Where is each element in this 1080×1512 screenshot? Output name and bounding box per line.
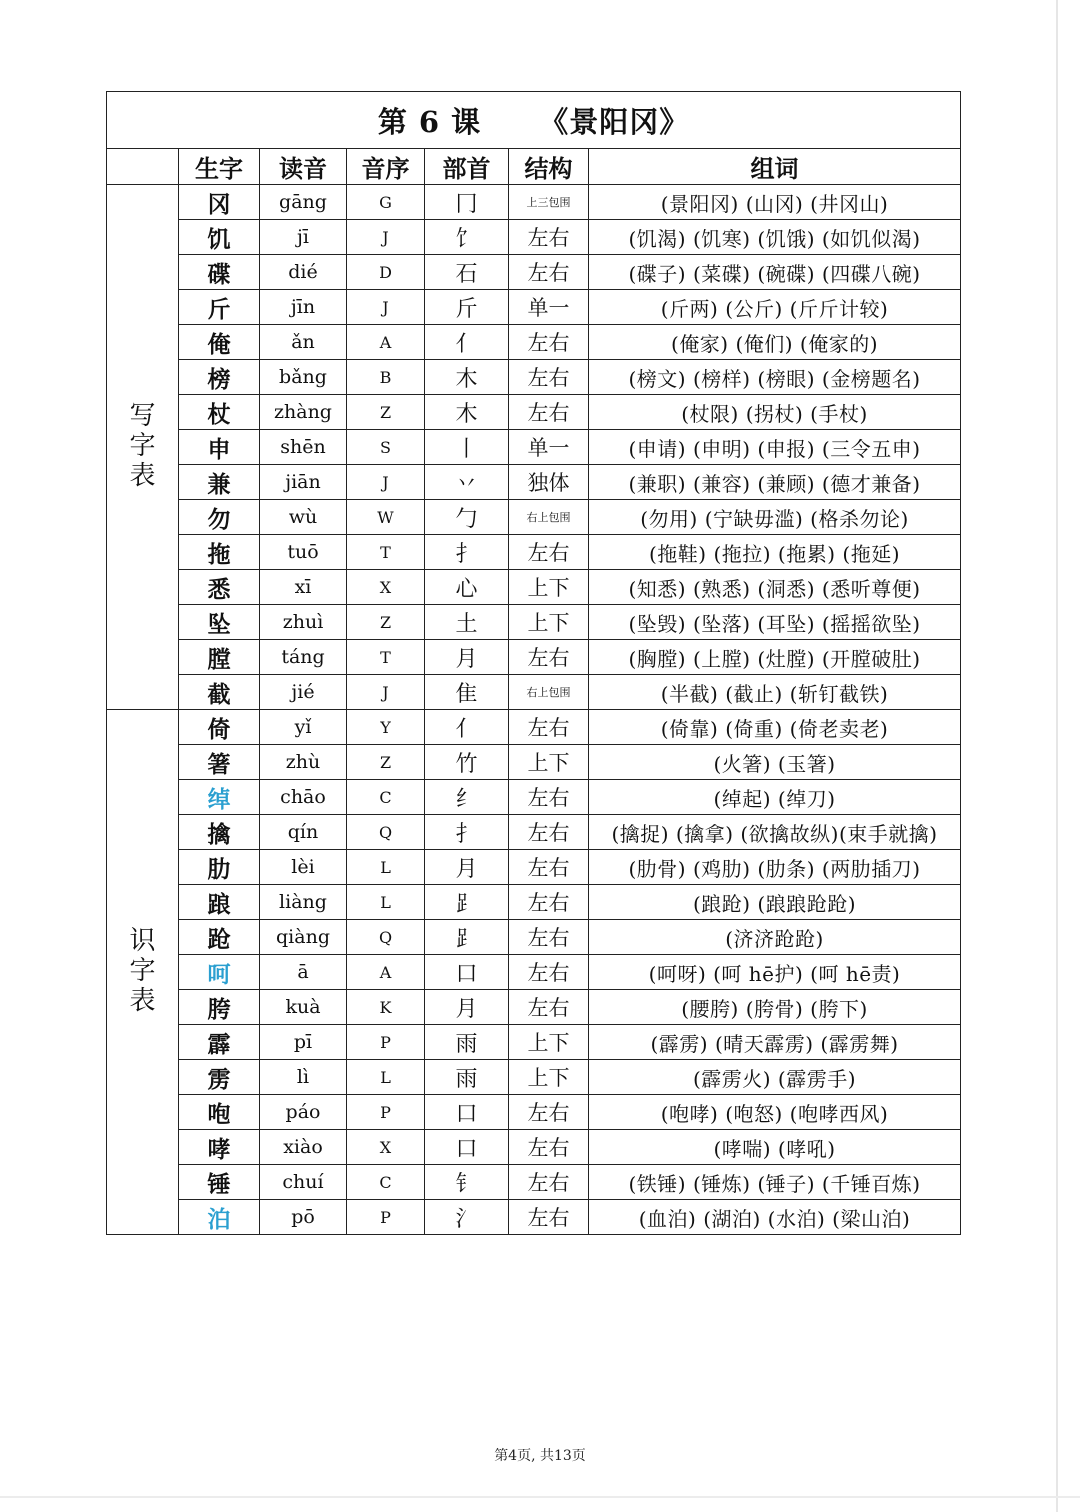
structure-cell: 上下 bbox=[509, 605, 589, 640]
words-cell: (血泊) (湖泊) (水泊) (梁山泊) bbox=[589, 1200, 961, 1235]
order-cell: T bbox=[347, 640, 425, 675]
structure-cell: 上下 bbox=[509, 1025, 589, 1060]
words-cell: (拖鞋) (拖拉) (拖累) (拖延) bbox=[589, 535, 961, 570]
radical-cell: 丨 bbox=[425, 430, 509, 465]
words-cell: (半截) (截止) (斩钉截铁) bbox=[589, 675, 961, 710]
structure-cell: 左右 bbox=[509, 220, 589, 255]
radical-cell: 口 bbox=[425, 955, 509, 990]
table-row bbox=[107, 325, 961, 360]
order-cell: J bbox=[347, 465, 425, 500]
char-cell: 勿 bbox=[179, 500, 260, 535]
structure-cell: 左右 bbox=[509, 885, 589, 920]
words-cell: (碟子) (菜碟) (碗碟) (四碟八碗) bbox=[589, 255, 961, 290]
structure-cell: 左右 bbox=[509, 325, 589, 360]
words-cell: (景阳冈) (山冈) (井冈山) bbox=[589, 185, 961, 220]
structure-cell: 左右 bbox=[509, 1095, 589, 1130]
table-row bbox=[107, 185, 961, 220]
words-cell: (咆哮) (咆怒) (咆哮西风) bbox=[589, 1095, 961, 1130]
pinyin-cell: táng bbox=[260, 640, 347, 675]
structure-cell: 左右 bbox=[509, 1130, 589, 1165]
order-cell: S bbox=[347, 430, 425, 465]
order-cell: Z bbox=[347, 605, 425, 640]
table-row bbox=[107, 1060, 961, 1095]
char-cell: 俺 bbox=[179, 325, 260, 360]
radical-cell: 纟 bbox=[425, 780, 509, 815]
pinyin-cell: jiān bbox=[260, 465, 347, 500]
order-cell: P bbox=[347, 1025, 425, 1060]
char-cell: 呵 bbox=[179, 955, 260, 990]
char-cell: 锤 bbox=[179, 1165, 260, 1200]
header-radical: 部首 bbox=[425, 149, 509, 185]
char-cell: 泊 bbox=[179, 1200, 260, 1235]
group-label bbox=[107, 185, 179, 710]
pinyin-cell: ǎn bbox=[260, 325, 347, 360]
radical-cell: 土 bbox=[425, 605, 509, 640]
radical-cell: 口 bbox=[425, 1095, 509, 1130]
structure-cell: 右上包围 bbox=[509, 500, 589, 535]
pinyin-cell: zhù bbox=[260, 745, 347, 780]
pinyin-cell: qín bbox=[260, 815, 347, 850]
table-row bbox=[107, 500, 961, 535]
pinyin-cell: lèi bbox=[260, 850, 347, 885]
structure-cell: 左右 bbox=[509, 850, 589, 885]
radical-cell: 勹 bbox=[425, 500, 509, 535]
words-cell: (榜文) (榜样) (榜眼) (金榜题名) bbox=[589, 360, 961, 395]
header-row bbox=[107, 149, 961, 185]
table-row bbox=[107, 780, 961, 815]
radical-cell: 亻 bbox=[425, 325, 509, 360]
radical-cell: 氵 bbox=[425, 1200, 509, 1235]
table-row bbox=[107, 1200, 961, 1235]
pinyin-cell: liàng bbox=[260, 885, 347, 920]
table-row bbox=[107, 885, 961, 920]
order-cell: L bbox=[347, 885, 425, 920]
words-cell: (斤两) (公斤) (斤斤计较) bbox=[589, 290, 961, 325]
radical-cell: 月 bbox=[425, 850, 509, 885]
radical-cell: 丷 bbox=[425, 465, 509, 500]
header-words: 组词 bbox=[589, 149, 961, 185]
table-row bbox=[107, 1130, 961, 1165]
structure-cell: 上下 bbox=[509, 745, 589, 780]
structure-cell: 左右 bbox=[509, 535, 589, 570]
order-cell: B bbox=[347, 360, 425, 395]
table-row bbox=[107, 220, 961, 255]
table-row bbox=[107, 570, 961, 605]
radical-cell: 雨 bbox=[425, 1060, 509, 1095]
char-cell: 霹 bbox=[179, 1025, 260, 1060]
words-cell: (火箸) (玉箸) bbox=[589, 745, 961, 780]
table-row bbox=[107, 675, 961, 710]
structure-cell: 左右 bbox=[509, 955, 589, 990]
structure-cell: 单一 bbox=[509, 430, 589, 465]
radical-cell: 亻 bbox=[425, 710, 509, 745]
words-cell: (济济跄跄) bbox=[589, 920, 961, 955]
table-row bbox=[107, 465, 961, 500]
order-cell: X bbox=[347, 1130, 425, 1165]
radical-cell: 扌 bbox=[425, 535, 509, 570]
table-row bbox=[107, 535, 961, 570]
radical-cell: 月 bbox=[425, 990, 509, 1025]
pinyin-cell: ā bbox=[260, 955, 347, 990]
pinyin-cell: chāo bbox=[260, 780, 347, 815]
radical-cell: 月 bbox=[425, 640, 509, 675]
header-blank bbox=[107, 149, 179, 185]
pinyin-cell: lì bbox=[260, 1060, 347, 1095]
words-cell: (铁锤) (锤炼) (锤子) (千锤百炼) bbox=[589, 1165, 961, 1200]
order-cell: L bbox=[347, 1060, 425, 1095]
order-cell: G bbox=[347, 185, 425, 220]
order-cell: Y bbox=[347, 710, 425, 745]
pinyin-cell: jié bbox=[260, 675, 347, 710]
order-cell: A bbox=[347, 955, 425, 990]
pinyin-cell: gāng bbox=[260, 185, 347, 220]
char-cell: 跄 bbox=[179, 920, 260, 955]
header-order: 音序 bbox=[347, 149, 425, 185]
lesson-name: 《景阳冈》 bbox=[539, 104, 690, 139]
words-cell: (霹雳) (晴天霹雳) (霹雳舞) bbox=[589, 1025, 961, 1060]
words-cell: (勿用) (宁缺毋滥) (格杀勿论) bbox=[589, 500, 961, 535]
structure-cell: 左右 bbox=[509, 710, 589, 745]
char-cell: 榜 bbox=[179, 360, 260, 395]
group-label-char: 识 bbox=[129, 926, 156, 957]
table-row bbox=[107, 290, 961, 325]
char-cell: 兼 bbox=[179, 465, 260, 500]
table-row bbox=[107, 850, 961, 885]
group-label-char: 表 bbox=[129, 985, 156, 1016]
words-cell: (擒捉) (擒拿) (欲擒故纵)(束手就擒) bbox=[589, 815, 961, 850]
char-cell: 杖 bbox=[179, 395, 260, 430]
table-row bbox=[107, 395, 961, 430]
radical-cell: 石 bbox=[425, 255, 509, 290]
group-label-char: 写 bbox=[129, 401, 156, 432]
group-label bbox=[107, 710, 179, 1235]
words-cell: (俺家) (俺们) (俺家的) bbox=[589, 325, 961, 360]
page-edge-bottom bbox=[0, 1496, 1080, 1498]
radical-cell: 扌 bbox=[425, 815, 509, 850]
pinyin-cell: zhàng bbox=[260, 395, 347, 430]
char-cell: 坠 bbox=[179, 605, 260, 640]
pinyin-cell: kuà bbox=[260, 990, 347, 1025]
pinyin-cell: zhuì bbox=[260, 605, 347, 640]
header-char: 生字 bbox=[179, 149, 260, 185]
order-cell: T bbox=[347, 535, 425, 570]
char-cell: 哮 bbox=[179, 1130, 260, 1165]
words-cell: (绰起) (绰刀) bbox=[589, 780, 961, 815]
pinyin-cell: páo bbox=[260, 1095, 347, 1130]
words-cell: (倚靠) (倚重) (倚老卖老) bbox=[589, 710, 961, 745]
char-cell: 冈 bbox=[179, 185, 260, 220]
radical-cell: 钅 bbox=[425, 1165, 509, 1200]
radical-cell: 心 bbox=[425, 570, 509, 605]
group-label-char: 表 bbox=[129, 460, 156, 491]
structure-cell: 左右 bbox=[509, 640, 589, 675]
radical-cell: ⻊ bbox=[425, 920, 509, 955]
pinyin-cell: pī bbox=[260, 1025, 347, 1060]
words-cell: (坠毁) (坠落) (耳坠) (摇摇欲坠) bbox=[589, 605, 961, 640]
structure-cell: 右上包围 bbox=[509, 675, 589, 710]
pinyin-cell: bǎng bbox=[260, 360, 347, 395]
words-cell: (申请) (申明) (申报) (三令五申) bbox=[589, 430, 961, 465]
order-cell: A bbox=[347, 325, 425, 360]
words-cell: (霹雳火) (霹雳手) bbox=[589, 1060, 961, 1095]
radical-cell: 木 bbox=[425, 360, 509, 395]
radical-cell: 饣 bbox=[425, 220, 509, 255]
header-structure: 结构 bbox=[509, 149, 589, 185]
structure-cell: 上下 bbox=[509, 570, 589, 605]
lesson-number: 第 6 课 bbox=[377, 104, 482, 139]
radical-cell: 口 bbox=[425, 1130, 509, 1165]
structure-cell: 左右 bbox=[509, 360, 589, 395]
pinyin-cell: jīn bbox=[260, 290, 347, 325]
table-row bbox=[107, 360, 961, 395]
char-cell: 悉 bbox=[179, 570, 260, 605]
table-row bbox=[107, 920, 961, 955]
structure-cell: 左右 bbox=[509, 1200, 589, 1235]
pinyin-cell: dié bbox=[260, 255, 347, 290]
structure-cell: 左右 bbox=[509, 255, 589, 290]
char-cell: 拖 bbox=[179, 535, 260, 570]
structure-cell: 左右 bbox=[509, 395, 589, 430]
order-cell: J bbox=[347, 220, 425, 255]
group-label-char: 字 bbox=[129, 956, 156, 987]
order-cell: X bbox=[347, 570, 425, 605]
radical-cell: ⻊ bbox=[425, 885, 509, 920]
char-cell: 膛 bbox=[179, 640, 260, 675]
pinyin-cell: jī bbox=[260, 220, 347, 255]
table-row bbox=[107, 430, 961, 465]
table-row bbox=[107, 745, 961, 780]
radical-cell: 隹 bbox=[425, 675, 509, 710]
order-cell: J bbox=[347, 290, 425, 325]
vocabulary-table bbox=[106, 91, 961, 1235]
order-cell: C bbox=[347, 1165, 425, 1200]
pinyin-cell: wù bbox=[260, 500, 347, 535]
table-row bbox=[107, 255, 961, 290]
group-label-char: 字 bbox=[129, 431, 156, 462]
table-row bbox=[107, 955, 961, 990]
page-footer: 第4页, 共13页 bbox=[494, 1448, 586, 1464]
char-cell: 斤 bbox=[179, 290, 260, 325]
structure-cell: 上下 bbox=[509, 1060, 589, 1095]
pinyin-cell: chuí bbox=[260, 1165, 347, 1200]
char-cell: 碟 bbox=[179, 255, 260, 290]
char-cell: 胯 bbox=[179, 990, 260, 1025]
char-cell: 申 bbox=[179, 430, 260, 465]
char-cell: 截 bbox=[179, 675, 260, 710]
words-cell: (呵呀) (呵 hē护) (呵 hē责) bbox=[589, 955, 961, 990]
order-cell: C bbox=[347, 780, 425, 815]
words-cell: (哮喘) (哮吼) bbox=[589, 1130, 961, 1165]
radical-cell: 冂 bbox=[425, 185, 509, 220]
structure-cell: 单一 bbox=[509, 290, 589, 325]
header-pinyin: 读音 bbox=[260, 149, 347, 185]
radical-cell: 斤 bbox=[425, 290, 509, 325]
order-cell: P bbox=[347, 1200, 425, 1235]
order-cell: K bbox=[347, 990, 425, 1025]
table-row bbox=[107, 605, 961, 640]
radical-cell: 雨 bbox=[425, 1025, 509, 1060]
table-row bbox=[107, 990, 961, 1025]
structure-cell: 左右 bbox=[509, 815, 589, 850]
words-cell: (肋骨) (鸡肋) (肋条) (两肋插刀) bbox=[589, 850, 961, 885]
pinyin-cell: shēn bbox=[260, 430, 347, 465]
char-cell: 擒 bbox=[179, 815, 260, 850]
structure-cell: 独体 bbox=[509, 465, 589, 500]
words-cell: (踉跄) (踉踉跄跄) bbox=[589, 885, 961, 920]
table-row bbox=[107, 1095, 961, 1130]
title-row bbox=[107, 92, 961, 149]
words-cell: (腰胯) (胯骨) (胯下) bbox=[589, 990, 961, 1025]
structure-cell: 左右 bbox=[509, 780, 589, 815]
order-cell: W bbox=[347, 500, 425, 535]
order-cell: P bbox=[347, 1095, 425, 1130]
words-cell: (饥渴) (饥寒) (饥饿) (如饥似渴) bbox=[589, 220, 961, 255]
order-cell: J bbox=[347, 675, 425, 710]
char-cell: 咆 bbox=[179, 1095, 260, 1130]
pinyin-cell: qiàng bbox=[260, 920, 347, 955]
page-edge-right bbox=[1056, 0, 1058, 1512]
order-cell: L bbox=[347, 850, 425, 885]
char-cell: 雳 bbox=[179, 1060, 260, 1095]
char-cell: 踉 bbox=[179, 885, 260, 920]
order-cell: Q bbox=[347, 815, 425, 850]
table-row bbox=[107, 1025, 961, 1060]
structure-cell: 左右 bbox=[509, 920, 589, 955]
char-cell: 箸 bbox=[179, 745, 260, 780]
radical-cell: 竹 bbox=[425, 745, 509, 780]
pinyin-cell: tuō bbox=[260, 535, 347, 570]
order-cell: Z bbox=[347, 395, 425, 430]
structure-cell: 左右 bbox=[509, 990, 589, 1025]
char-cell: 倚 bbox=[179, 710, 260, 745]
pinyin-cell: xiào bbox=[260, 1130, 347, 1165]
char-cell: 饥 bbox=[179, 220, 260, 255]
table-row bbox=[107, 815, 961, 850]
order-cell: D bbox=[347, 255, 425, 290]
structure-cell: 左右 bbox=[509, 1165, 589, 1200]
radical-cell: 木 bbox=[425, 395, 509, 430]
char-cell: 肋 bbox=[179, 850, 260, 885]
words-cell: (胸膛) (上膛) (灶膛) (开膛破肚) bbox=[589, 640, 961, 675]
lesson-title bbox=[107, 92, 961, 149]
pinyin-cell: xī bbox=[260, 570, 347, 605]
table-row bbox=[107, 710, 961, 745]
order-cell: Z bbox=[347, 745, 425, 780]
structure-cell: 上三包围 bbox=[509, 185, 589, 220]
pinyin-cell: pō bbox=[260, 1200, 347, 1235]
words-cell: (杖限) (拐杖) (手杖) bbox=[589, 395, 961, 430]
table-row bbox=[107, 1165, 961, 1200]
words-cell: (兼职) (兼容) (兼顾) (德才兼备) bbox=[589, 465, 961, 500]
order-cell: Q bbox=[347, 920, 425, 955]
pinyin-cell: yǐ bbox=[260, 710, 347, 745]
char-cell: 绰 bbox=[179, 780, 260, 815]
table-row bbox=[107, 640, 961, 675]
words-cell: (知悉) (熟悉) (洞悉) (悉听尊便) bbox=[589, 570, 961, 605]
